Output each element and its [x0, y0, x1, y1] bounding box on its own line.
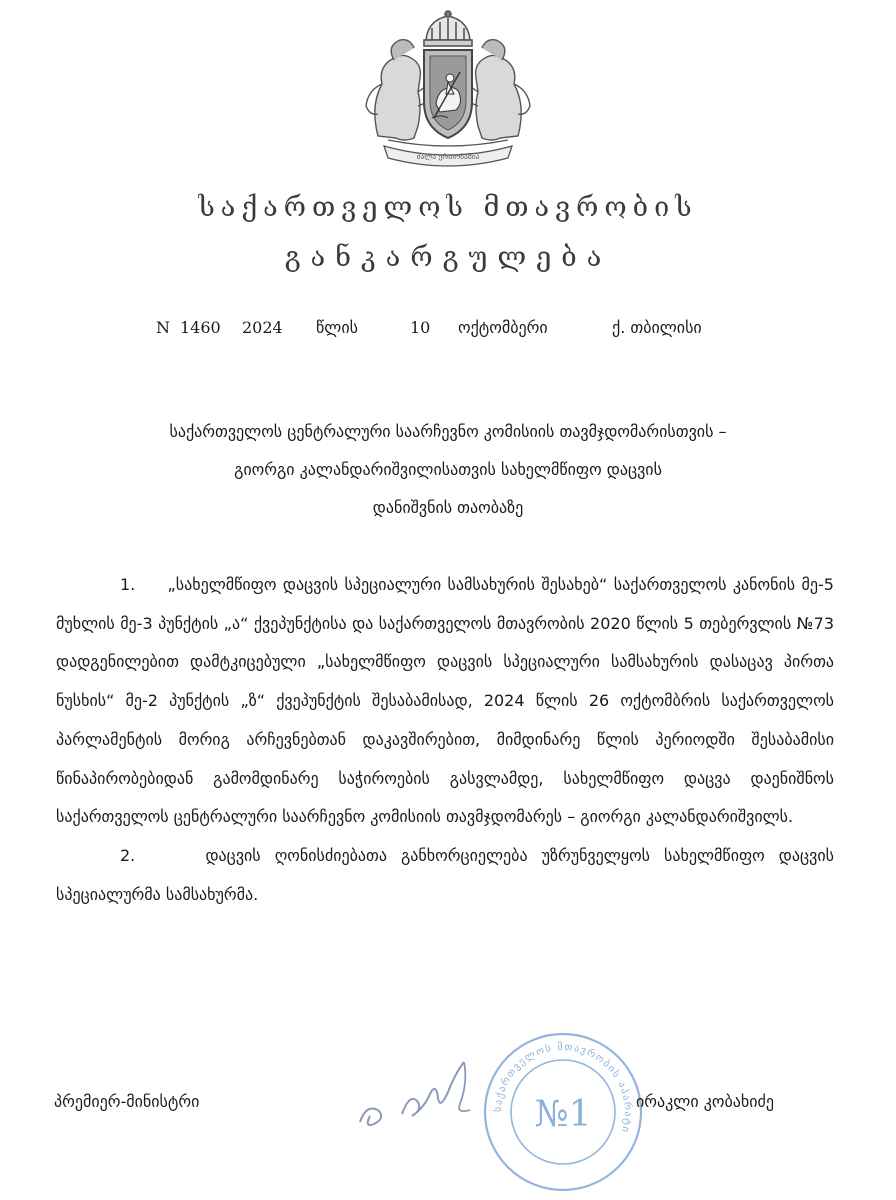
decree-year: 2024 [242, 318, 283, 337]
decree-day: 10 [410, 318, 431, 337]
paragraph-text: „სახელმწიფო დაცვის სპეციალური სამსახურის შესახებ“ საქართველოს კანონის მე-5 მუხლის მე-3 პუნქტის „ა“ ქვეპუნქტისა და საქართველოს მთავრობის 2020 წლის 5 თებერვლის №73 დადგენილებით დამტკიცებული „სახელმწიფო დაცვის სპეციალური სამსახურის დასაცავ პირთა ნუსხის“ მე-2 პუნქტის „ზ“ ქვეპუნქტის შესაბამისად, 2024 წლის 26 ოქტომბრის საქართველოს პარლამენტის მორიგ არჩევნებთან დაკავშირებით, მიმდინარე წლის პერიოდში შესაბამისი წინაპირობებიდან გამომდინარე საჭიროების გასვლამდე, სახელმწიფო დაცვა დაენიშნოს საქართველოს ცენტრალური საარჩევნო კომისიის თავმჯდომარეს – გიორგი კალანდარიშვილს. [56, 575, 834, 827]
emblem-motto: ძალა ერთობაშია [416, 152, 480, 161]
signatory-name: ირაკლი კობახიძე [636, 1092, 774, 1111]
paragraph-number: 2. [120, 845, 136, 865]
government-title: საქართველოს მთავრობის [198, 192, 698, 223]
stamp-ring-text: საქართველოს მთავრობის აპარატი [492, 1041, 634, 1135]
paragraph-1 [56, 566, 834, 837]
paragraph-2 [56, 837, 834, 914]
decree-number-date-line [0, 318, 896, 342]
subject-line: დანიშვნის თაობაზე [372, 498, 524, 517]
stamp-number: №1 [534, 1094, 592, 1135]
coat-of-arms-emblem [348, 6, 548, 170]
paragraph-number: 1. [120, 575, 136, 594]
number-label: N [156, 318, 170, 337]
signatory-position: პრემიერ-მინისტრი [54, 1092, 200, 1111]
official-stamp [478, 1030, 648, 1195]
paragraph-text: დაცვის ღონისძიებათა განხორციელება უზრუნველყოს სახელმწიფო დაცვის სპეციალურმა სამსახურმა. [56, 845, 834, 904]
subject-line: საქართველოს ცენტრალური საარჩევნო კომისიის თავმჯდომარისთვის – [169, 422, 727, 441]
document-type-title: განკარგულება [284, 242, 612, 273]
decree-body [56, 566, 834, 914]
decree-place: ქ. თბილისი [612, 318, 702, 337]
decree-number: 1460 [180, 318, 221, 337]
year-word: წლის [316, 318, 358, 337]
subject-line: გიორგი კალანდარიშვილისათვის სახელმწიფო დაცვის [234, 460, 662, 479]
decree-month: ოქტომბერი [458, 318, 548, 337]
decree-subject [60, 413, 836, 527]
